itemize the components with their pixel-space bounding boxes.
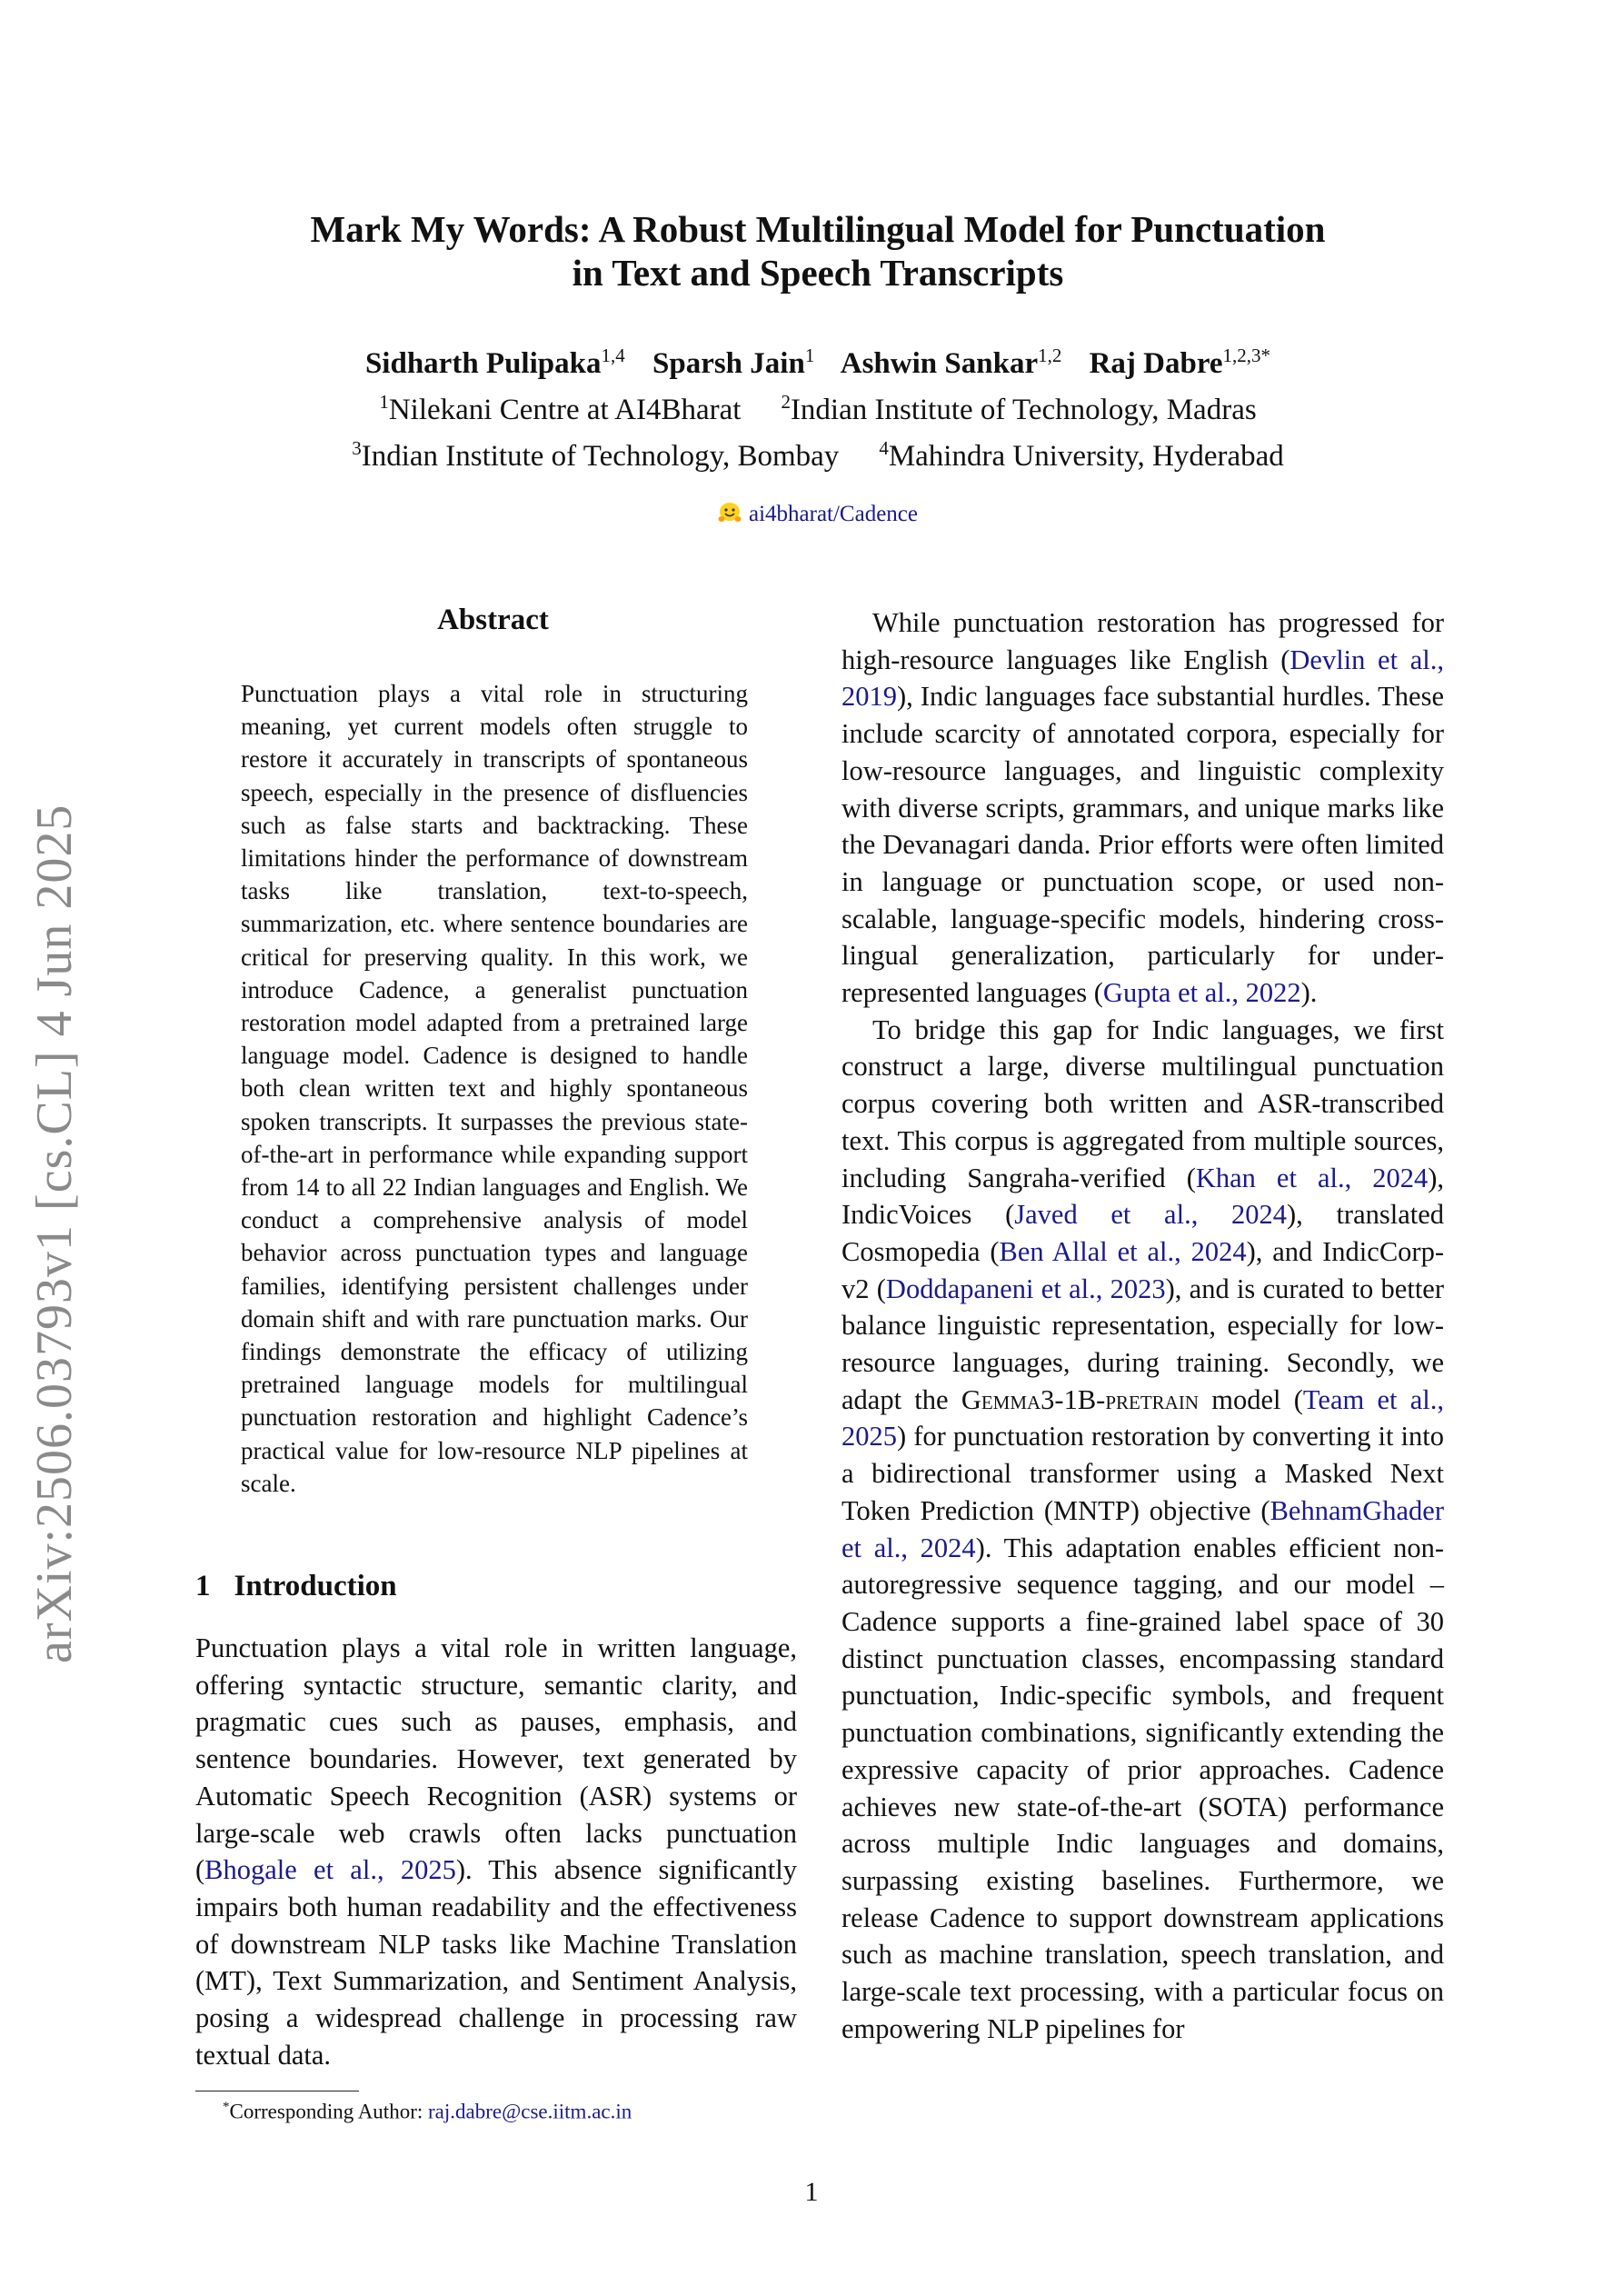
affiliation: Indian Institute of Technology, Bombay — [361, 440, 840, 473]
author-block — [191, 336, 1445, 475]
author-name: Sidharth Pulipaka — [364, 347, 602, 380]
citation-link[interactable]: Team et al., 2025 — [841, 1383, 1444, 1452]
body-text: ). — [1300, 977, 1318, 1009]
model-name: Gemma3-1B-pretrain — [961, 1383, 1200, 1415]
body-text: ), and IndicCorp-v2 ( — [841, 1235, 1444, 1304]
hugging-face-icon — [718, 502, 742, 524]
body-text: To bridge this gap for Indic languages, we first construct a large, diverse multilingual punctuation corpus covering both written and ASR-transcribed text. This corpus is aggregated from multiple sources, including Sangraha-verified ( — [841, 1013, 1444, 1193]
intro-text: Punctuation plays a vital role in written language, offering syntactic structure, semantic clarity, and pragmatic cues such as pauses, emphasis, and sentence boundaries. However, text generated by Automatic Speech Recognition (ASR) systems or large-scale web crawls often lacks punctuation ( — [195, 1632, 797, 1886]
citation-link[interactable]: Javed et al., 2024 — [1014, 1199, 1287, 1231]
affiliation: Nilekani Centre at AI4Bharat — [388, 394, 742, 426]
affiliation-line — [191, 429, 1445, 475]
footnote — [223, 2100, 632, 2124]
title-line-1: Mark My Words: A Robust Multilingual Model for Punctuation — [310, 208, 1326, 250]
body-text: ). This adaptation enables efficient non-autoregressive sequence tagging, and our model – Cadence supports a fine-grained label space of 30 distinct punctuation classes, encompassing standard punctuation, Indic-specific symbols, and frequent punctuation combinations, significantly extending the expressive capacity of prior approaches. Cadence achieves new state-of-the-art (SOTA) performance across multiple Indic languages and domains, surpassing existing baselines. Furthermore, we release Cadence to support downstream applications such as machine translation, speech translation, and large-scale text processing, with a particular focus on empowering NLP pipelines for — [841, 1532, 1444, 2044]
body-text: ), IndicVoices ( — [841, 1162, 1445, 1231]
title-line-2: in Text and Speech Transcripts — [572, 252, 1064, 294]
author-name: Ashwin Sankar — [840, 347, 1039, 380]
citation-link[interactable]: Ben Allal et al., 2024 — [999, 1235, 1247, 1267]
repo-link[interactable]: ai4bharat/Cadence — [748, 502, 918, 526]
repo-link-row[interactable] — [191, 502, 1445, 527]
intro-paragraph — [195, 1630, 797, 2073]
section-number: 1 — [195, 1570, 211, 1602]
affil-number: 2 — [781, 391, 791, 413]
section-heading — [195, 1570, 397, 1603]
footnote-text: Corresponding Author: — [229, 2100, 428, 2123]
affil-number: 3 — [352, 437, 362, 459]
body-text: ), translated Cosmopedia ( — [841, 1199, 1445, 1267]
body-paragraph — [841, 1012, 1444, 2048]
body-text: ), and is curated to better balance linguistic representation, especially for low-resource languages, during training. Secondly, we adapt the — [841, 1273, 1444, 1415]
author-name: Raj Dabre — [1089, 347, 1223, 380]
body-paragraph — [841, 604, 1444, 1012]
author-name: Sparsh Jain — [652, 347, 805, 380]
paper-title — [191, 207, 1445, 294]
citation-link[interactable]: Khan et al., 2024 — [1195, 1162, 1429, 1193]
affiliation: Mahindra University, Hyderabad — [888, 440, 1284, 473]
page-number: 1 — [804, 2177, 819, 2207]
abstract-heading: Abstract — [437, 604, 549, 636]
section-title: Introduction — [234, 1570, 397, 1602]
right-column — [841, 604, 1444, 2047]
body-text: ), Indic languages face substantial hurdles. These include scarcity of annotated corpora, especially for low-resource languages, and linguistic complexity with diverse scripts, grammars, and unique marks like the Devanagari danda. Prior efforts were often limited in language or punctuation scope, or used non-scalable, language-specific models, hindering cross-lingual generalization, particularly for under-represented languages ( — [841, 681, 1444, 1009]
body-text: While punctuation restoration has progressed for high-resource languages like English ( — [841, 607, 1444, 675]
body-text: ) for punctuation restoration by converting it into a bidirectional transformer using a Masked Next Token Prediction (MNTP) objective ( — [841, 1421, 1444, 1526]
citation-link[interactable]: Gupta et al., 2022 — [1102, 977, 1301, 1009]
author-affil-mark: 1,2,3* — [1222, 344, 1271, 366]
citation-link[interactable]: Devlin et al., 2019 — [841, 644, 1444, 713]
arxiv-stamp: arXiv:2506.03793v1 [cs.CL] 4 Jun 2025 — [26, 804, 83, 1663]
intro-text: ). This absence significantly impairs both human readability and the effectiveness of downstream NLP tasks like Machine Translation (MT), Text Summarization, and Sentiment Analysis, posing a widespread challenge in processing raw textual data. — [195, 1854, 797, 2071]
affil-number: 1 — [379, 391, 389, 413]
citation-link[interactable]: Doddapaneni et al., 2023 — [885, 1273, 1166, 1304]
affiliation: Indian Institute of Technology, Madras — [790, 394, 1257, 426]
affil-number: 4 — [879, 437, 889, 459]
abstract-text: Punctuation plays a vital role in structuring meaning, yet current models often struggle to restore it accurately in transcripts of spontaneous speech, especially in the presence of disfluencies such as false starts and backtracking. These limitations hinder the performance of downstream tasks like translation, text-to-speech, summarization, etc. where sentence boundaries are critical for preserving quality. In this work, we introduce Cadence, a generalist punctuation restoration model adapted from a pretrained large language model. Cadence is designed to handle both clean written text and highly spontaneous spoken transcripts. It surpasses the previous state-of-the-art in performance while expanding support from 14 to all 22 Indian languages and English. We conduct a comprehensive analysis of model behavior across punctuation types and language families, identifying persistent challenges under domain shift and with rare punctuation marks. Our findings demonstrate the efficacy of utilizing pretrained language models for multilingual punctuation restoration and highlight Cadence’s practical value for low-resource NLP pipelines at scale. — [241, 680, 748, 1497]
email-link[interactable]: raj.dabre@cse.iitm.ac.in — [428, 2100, 632, 2123]
author-affil-mark: 1,4 — [601, 344, 625, 366]
author-names — [191, 336, 1445, 383]
citation-link[interactable]: Bhogale et al., 2025 — [204, 1854, 456, 1886]
author-affil-mark: 1,2 — [1038, 344, 1062, 366]
citation-link[interactable]: BehnamGhader et al., 2024 — [841, 1494, 1444, 1563]
author-affil-mark: 1 — [804, 344, 815, 366]
body-text: model ( — [1199, 1383, 1303, 1415]
affiliation-line — [191, 383, 1445, 429]
footnote-mark: * — [223, 2100, 230, 2114]
